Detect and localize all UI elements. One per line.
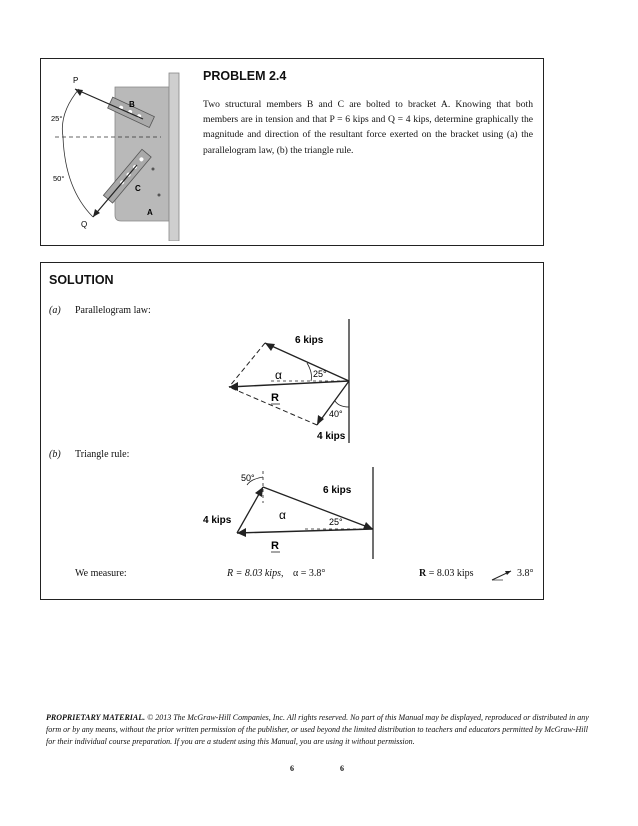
page-number-duplicate: 6	[340, 764, 344, 773]
triangle-sketch	[201, 463, 381, 563]
measure-row	[75, 568, 535, 582]
problem-figure	[51, 65, 201, 241]
sketch-b-angle-q: 50°	[241, 473, 255, 483]
measure-result-value: = 8.03 kips	[426, 568, 474, 579]
sketch-a-force-p: 6 kips	[295, 335, 324, 346]
figure-label-angle-q: 50°	[53, 174, 65, 183]
solution-box	[40, 262, 544, 600]
measure-result-angle: 3.8°	[517, 568, 534, 579]
footer-text: © 2013 The McGraw-Hill Companies, Inc. All rights reserved. No part of this Manual may be displayed, reproduced or distributed in any form or by any means, without the prior written permission of the publisher, or used beyond the limited distribution to teachers and educators permitted by McGraw-Hill for their individual course preparation. If you are a student using this Manual, you are using it without permission.	[46, 713, 589, 746]
sketch-b-alpha: α	[279, 508, 286, 522]
figure-label-b: B	[129, 100, 135, 109]
part-a-label: Parallelogram law:	[75, 305, 151, 316]
problem-statement: Two structural members B and C are bolted to bracket A. Knowing that both members are in tension and that P = 6 kips and Q = 4 kips, determine graphically the magnitude and direction of the resultant force exerted on the bracket using (a) the parallelogram law, (b) the triangle rule.	[203, 99, 533, 156]
part-a-tag: (a)	[49, 305, 61, 316]
figure-label-p: P	[73, 76, 79, 85]
footer-lead: PROPRIETARY MATERIAL.	[46, 713, 146, 722]
parallelogram-sketch	[221, 315, 361, 445]
solution-title: SOLUTION	[49, 273, 114, 287]
sketch-a-angle-p: 25°	[313, 369, 327, 379]
figure-label-q: Q	[81, 220, 88, 229]
direction-arrow-icon	[491, 569, 513, 581]
measure-alpha-value: α = 3.8°	[293, 568, 326, 579]
sketch-b-force-p: 6 kips	[323, 485, 352, 496]
sketch-a-force-q: 4 kips	[317, 431, 346, 442]
page-number: 6	[290, 764, 294, 773]
problem-title: PROBLEM 2.4	[203, 69, 287, 83]
sketch-b-force-q: 4 kips	[203, 515, 232, 526]
measure-r-value: R = 8.03 kips,	[227, 568, 284, 579]
figure-label-a: A	[147, 208, 153, 217]
figure-label-c: C	[135, 184, 141, 193]
measure-label: We measure:	[75, 568, 127, 579]
sketch-a-resultant: R	[271, 392, 279, 404]
sketch-b-resultant: R	[271, 540, 279, 552]
figure-label-angle-p: 25°	[51, 114, 63, 123]
sketch-a-angle-q: 40°	[329, 409, 343, 419]
sketch-a-alpha: α	[275, 368, 282, 382]
measure-result-symbol: R	[419, 568, 427, 579]
part-b-tag: (b)	[49, 449, 61, 460]
problem-box	[40, 58, 544, 246]
part-b-label: Triangle rule:	[75, 449, 130, 460]
sketch-b-angle-p: 25°	[329, 517, 343, 527]
measure-result	[419, 568, 474, 579]
copyright-footer	[46, 712, 592, 748]
